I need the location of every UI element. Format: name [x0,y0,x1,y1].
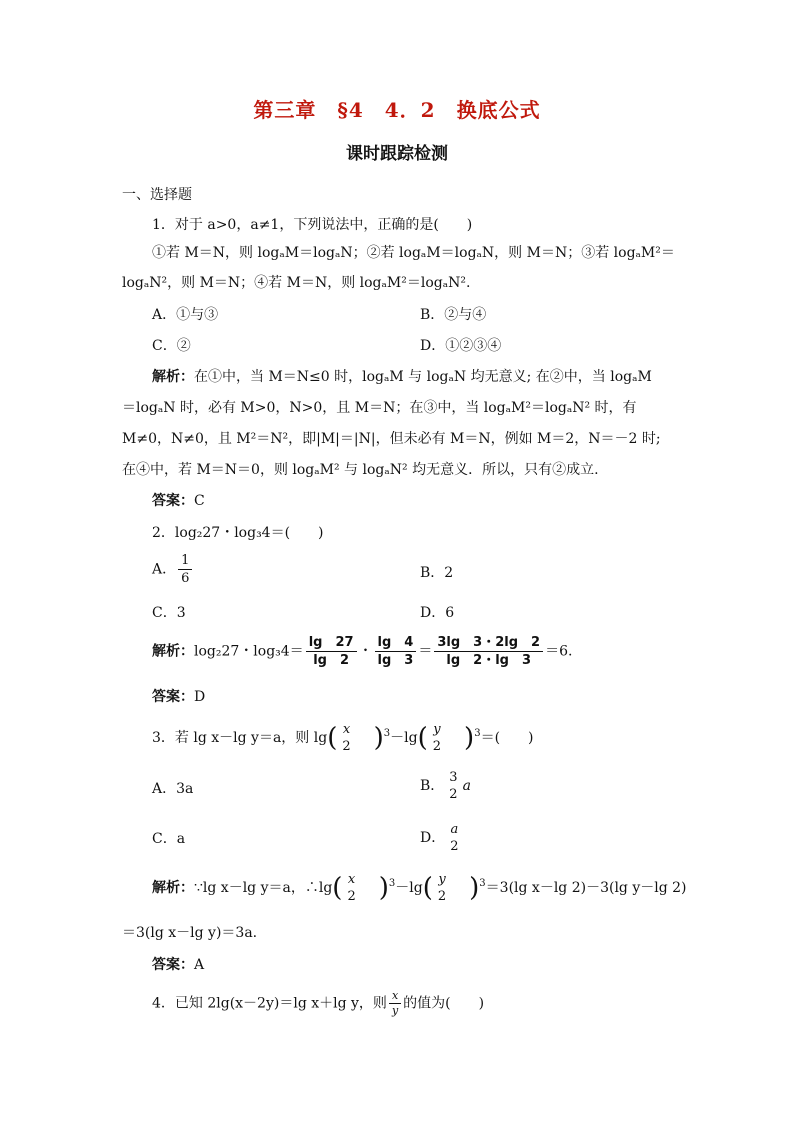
q1-stem: 1．对于 a>0，a≠1，下列说法中，正确的是( ) [152,217,473,233]
q3-stem: 3．若 lg x－lg y＝a，则 lg( x 2 )$^3$－lg( y 2 )$^3$＝( ) [152,722,534,754]
q1-explanation-line3: M≠0，N≠0，且 M²＝N²，即|M|＝|N|，但未必有 M＝N，例如 M＝2，N＝－2 时; [122,431,661,447]
q1-explanation-line1: 解析：在①中，当 M＝N≤0 时，logₐM 与 logₐN 均无意义; 在②中，当 logₐM [152,369,652,385]
q2-option-d: D．6 [420,605,455,621]
q1-answer: 答案：C [152,493,205,509]
q2-explanation: 解析：log₂27・log₃4＝ $\frac{\lg 27}{\lg 2}$ ・ $\frac{\lg 4}{\lg 3}$ ＝ $\frac{3\lg 3・2\lg 2}{\lg 2・\lg 3}$ ＝6. [152,635,573,668]
q3-answer: 答案：A [152,957,205,973]
section-heading: 一、选择题 [122,187,192,203]
q1-explanation-line4: 在④中，若 M＝N＝0，则 logₐM² 与 logₐN² 均无意义．所以，只有②成立. [122,462,599,478]
q3-option-c: C．a [152,831,186,847]
q1-statement-line1: ①若 M＝N，则 logₐM＝logₐN；②若 logₐM＝logₐN，则 M＝N；③若 logₐM²＝ [152,245,675,261]
q1-option-a: A．①与③ [152,307,219,323]
q2-option-b: B．2 [420,565,454,581]
q1-statement-line2: logₐN²，则 M＝N；④若 M＝N，则 logₐM²＝logₐN². [122,275,471,291]
q1-explanation-line2: ＝logₐN 时，必有 M>0，N>0，且 M＝N；在③中，当 logₐM²＝logₐN² 时，有 [122,400,637,416]
q4-stem: 4．已知 2lg(x－2y)＝lg x＋lg y，则 $\frac{x}{y}$ 的值为( ) [152,989,485,1017]
q3-option-d: D． a 2 [420,822,459,854]
page-subtitle: 课时跟踪检测 [346,144,448,164]
q1-option-b: B．②与④ [420,307,487,323]
q1-option-c: C．② [152,338,191,354]
q3-explanation-line1: 解析：∵lg x－lg y＝a，∴lg( x 2 )$^3$－lg( y 2 )$^3$＝3(lg x－lg 2)－3(lg y－lg 2) [152,872,687,904]
q2-stem: 2．log₂27・log₃4＝( ) [152,525,324,541]
q2-option-a: A． $\frac{1}{6}$ [152,553,194,586]
q3-explanation-line2: ＝3(lg x－lg y)＝3a. [122,925,258,941]
q2-answer: 答案：D [152,689,206,705]
q2-option-c: C．3 [152,605,186,621]
page-title: 第三章 §4 4．2 换底公式 [253,98,541,122]
q3-option-b: B． 3 2 a [420,770,471,802]
answer-label: 答案： [152,493,194,509]
q1-option-d: D．①②③④ [420,338,502,354]
analysis-label: 解析： [152,369,194,385]
q3-option-a: A．3a [152,781,194,797]
